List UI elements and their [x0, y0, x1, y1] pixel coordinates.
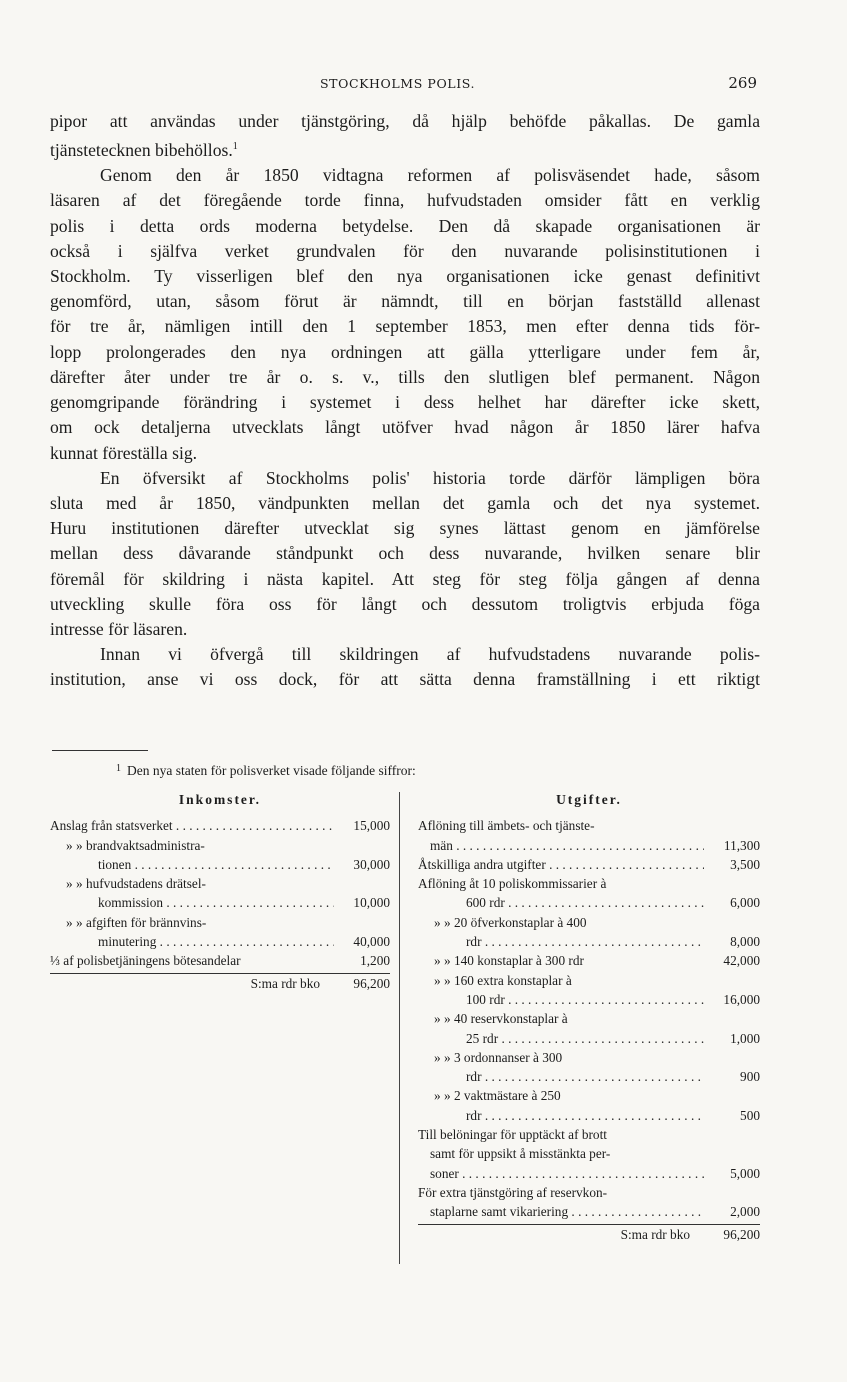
expense-row-start: Aflöning åt 10 poliskommissarier à	[418, 876, 607, 892]
expense-row-cont: samt för uppsikt å misstänkta per-	[430, 1146, 611, 1162]
footnote	[50, 763, 760, 779]
expense-row: rdr . . . 900	[418, 1067, 760, 1086]
text-line: för tre år, nämligen intill den 1 september 1853, men efter denna tids för-	[50, 316, 760, 337]
text-line: sluta med år 1850, vändpunkten mellan det gamla och det nya systemet.	[50, 492, 760, 513]
expense-row: män . . . 11,300	[418, 836, 760, 855]
income-row: ⅓ af polisbetjäningens bötesandelar 1,200	[50, 953, 390, 969]
expense-row-start: Till belöningar för upptäckt af brott	[418, 1127, 607, 1143]
text-line: läsaren af det föregående torde finna, hufvudstaden omsider fått en verklig	[50, 190, 760, 211]
text-line: intresse för läsaren.	[50, 618, 188, 639]
text-line: mellan dess dåvarande ståndpunkt och dess nuvarande, hvilken senare blir	[50, 543, 760, 564]
expense-row-start: » » 160 extra konstaplar à	[434, 972, 572, 988]
body-text	[50, 109, 760, 693]
expense-row-start: » » 3 ordonnanser à 300	[434, 1049, 563, 1065]
income-row: tionen . . . 30,000	[50, 855, 390, 874]
income-row: Anslag från statsverket . . . 15,000	[50, 816, 390, 835]
expense-row: 100 rdr . . . 16,000	[418, 990, 760, 1009]
text-line: pipor att användas under tjänstgöring, då hjälp behöfde påkallas. De gamla	[50, 111, 760, 131]
expense-row-start: » » 20 öfverkonstaplar à 400	[434, 914, 587, 930]
expense-row-start: » » 40 reservkonstaplar à	[434, 1011, 568, 1027]
text-line: därefter åter under tre år o. s. v., tills den slutligen blef permanent. Någon	[50, 366, 760, 387]
income-column	[50, 790, 390, 993]
text-line: En öfversikt af Stockholms polis' historia torde därför lämpligen böra	[100, 467, 760, 488]
expense-row: soner . . . 5,000	[418, 1164, 760, 1183]
income-row-start: » » brandvaktsadministra-	[66, 837, 205, 853]
text-line: Stockholm. Ty visserligen blef den nya organisationen icke genast definitivt	[50, 266, 760, 287]
footnote-text: Den nya staten för polisverket visade följande siffror:	[127, 763, 416, 778]
text-line: kunnat föreställa sig.	[50, 442, 198, 463]
expense-row: 25 rdr . . . 1,000	[418, 1029, 760, 1048]
expense-row: Åtskilliga andra utgifter . . . 3,500	[418, 855, 760, 874]
page-number: 269	[728, 74, 757, 92]
expenses-title: Utgifter.	[556, 792, 622, 807]
column-divider	[399, 792, 400, 1264]
page-header	[0, 74, 847, 96]
expenses-column	[418, 790, 760, 1244]
footnote-mark: 1	[116, 763, 121, 774]
income-title: Inkomster.	[178, 792, 262, 807]
text-line: Genom den år 1850 vidtagna reformen af polisväsendet hade, såsom	[100, 165, 760, 186]
expense-row: staplarne samt vikariering . . . 2,000	[418, 1202, 760, 1221]
text-line: utveckling skulle föra oss för långt och dessutom troligtvis erbjuda föga	[50, 593, 760, 614]
text-line: Huru institutionen därefter utvecklat sig synes lättast genom en jämförelse	[50, 518, 760, 539]
expense-row-start: För extra tjänstgöring af reservkon-	[418, 1184, 608, 1200]
footnote-rule	[52, 750, 148, 751]
expense-row-start: » » 2 vaktmästare à 250	[434, 1088, 561, 1104]
expenses-total: S:ma rdr bko 96,200	[418, 1224, 760, 1244]
text-line: tjänstetecknen bibehöllos.$^1$	[50, 140, 238, 161]
text-line: institution, anse vi oss dock, för att sätta denna framställning i ett riktigt	[50, 669, 760, 690]
income-total: S:ma rdr bko 96,200	[50, 973, 390, 993]
income-row-start: » » hufvudstadens drätsel-	[66, 876, 206, 892]
text-line: polis i detta ords moderna betydelse. Den då skapade organisationen är	[50, 215, 760, 236]
text-line: föremål för skildring i nästa kapitel. Att steg för steg följa gången af denna	[50, 568, 760, 589]
expense-row-start: Aflöning till ämbets- och tjänste-	[418, 818, 595, 834]
text-line: genomförd, utan, såsom förut är nämndt, till en början fastställd allenast	[50, 291, 760, 312]
text-line: också i själfva verket grundvalen för den nuvarande polisinstitutionen i	[50, 240, 760, 261]
expense-row: rdr . . . 8,000	[418, 932, 760, 951]
text-line: Innan vi öfvergå till skildringen af hufvudstadens nuvarande polis-	[100, 644, 760, 665]
income-row: kommission . . . 10,000	[50, 893, 390, 912]
expense-row: rdr . . . 500	[418, 1106, 760, 1125]
income-row: minutering . . . 40,000	[50, 932, 390, 951]
running-title: STOCKHOLMS POLIS.	[320, 76, 476, 91]
expense-row: 600 rdr . . . 6,000	[418, 893, 760, 912]
expense-row: » » 140 konstaplar à 300 rdr 42,000	[434, 953, 760, 969]
text-line: om ock detaljerna utvecklats långt utöfver hvad någon år 1850 lärer hafva	[50, 417, 760, 438]
text-line: lopp prolongerades den nya ordningen att gälla ytterligare under fem år,	[50, 341, 760, 362]
text-line: genomgripande förändring i systemet i dess helhet har därefter icke skett,	[50, 392, 760, 413]
footnote-reference: 1	[232, 141, 238, 153]
income-row-start: » » afgiften för brännvins-	[66, 914, 207, 930]
